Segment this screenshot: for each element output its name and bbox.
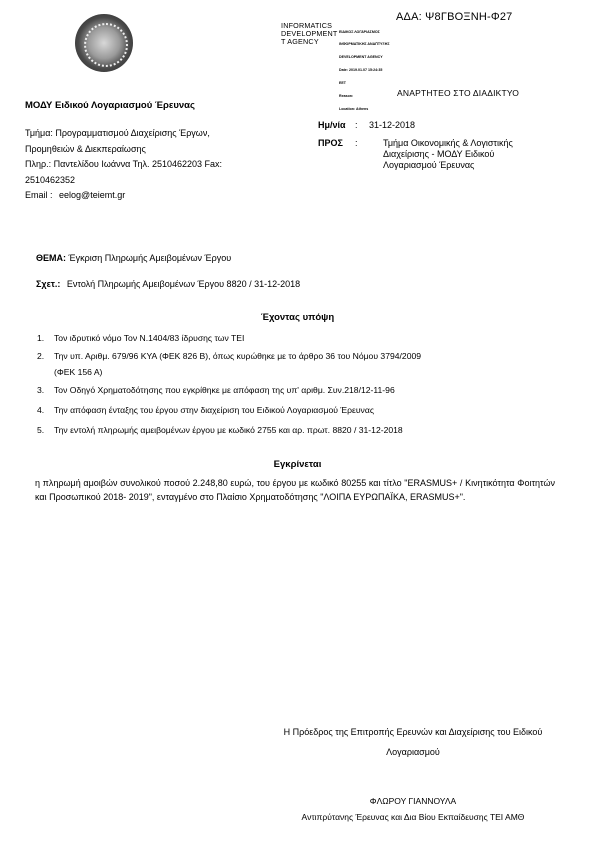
- signer-name: ΦΛΩΡΟΥ ΓΙΑΝΝΟΥΛΑ: [369, 796, 457, 806]
- stamp-line: ΙΝΦΟΡΜΑΤΙΚΗΣ ΑΝΑΠΤΥΞΗΣ: [339, 42, 390, 47]
- list-item: [37, 333, 557, 351]
- signature-title-line: Λογαριασμού: [386, 747, 440, 757]
- email-value[interactable]: eelog@teiemt.gr: [59, 190, 126, 200]
- recipient-line: Διαχείρισης - ΜΟΔΥ Ειδικού: [383, 149, 495, 159]
- date-label: Ημ/νία: [318, 120, 346, 130]
- item-number: 2.: [37, 351, 45, 361]
- considering-heading: Έχοντας υπόψη: [260, 312, 335, 323]
- organization-seal-icon: [75, 14, 133, 72]
- signature-title-line: Η Πρόεδρος της Επιτροπής Ερευνών και Διαχείρισης του Ειδικού: [283, 727, 543, 737]
- stamp-line: Date: 2019.01.07 15:24:35: [339, 68, 383, 73]
- approval-heading: Εγκρίνεται: [273, 459, 322, 470]
- agency-en-line: INFORMATICS: [281, 21, 333, 30]
- recipient-line: Λογαριασμού Έρευνας: [383, 160, 475, 170]
- item-text: Την εντολή πληρωμής αμειβομένων έργου με κωδικό 2755 και αρ. πρωτ. 8820 / 31-12-2018: [54, 425, 403, 435]
- subject-label: ΘΕΜΑ:: [36, 253, 66, 263]
- stamp-line: Reason:: [339, 94, 354, 99]
- contact-line: 2510462352: [25, 174, 76, 185]
- subject-text: Έγκριση Πληρωμής Αμειβομένων Έργου: [68, 253, 232, 263]
- recipient-value: [383, 138, 573, 171]
- item-number: 5.: [37, 425, 45, 435]
- digital-signature-stamp: [339, 21, 389, 116]
- stamp-line: Location: Athens: [339, 106, 369, 111]
- item-number: 3.: [37, 385, 45, 395]
- item-text: Τον Οδηγό Χρηματοδότησης που εγκρίθηκε με απόφαση της υπ' αριθμ. Συν.218/12-11-96: [54, 385, 395, 395]
- item-text: Τον ιδρυτικό νόμο Τον Ν.1404/83 ίδρυσης των ΤΕΙ: [54, 333, 245, 343]
- recipient-line: Τμήμα Οικονομικής & Λογιστικής: [383, 138, 513, 148]
- item-number: 1.: [37, 333, 45, 343]
- stamp-line: ΕΙΔΙΚΟΣ ΛΟΓΑΡΙΑΣΜΟΣ: [339, 29, 380, 34]
- agency-en-line: DEVELOPMENT: [281, 29, 338, 38]
- email-line: [25, 188, 295, 204]
- agency-name-english: [281, 22, 338, 46]
- signature-title: [238, 722, 588, 762]
- contact-line: Πληρ.: Παντελίδου Ιωάννα Τηλ. 2510462203 Fax:: [25, 159, 223, 169]
- date-value: 31-12-2018: [369, 120, 416, 130]
- reference-text: Εντολή Πληρωμής Αμειβομένων Έργου 8820 / 31-12-2018: [66, 279, 301, 289]
- department-line: Προμηθειών & Διεκπεραίωσης: [25, 143, 146, 154]
- agency-en-line: T AGENCY: [281, 37, 319, 46]
- department-line: Τμήμα: Προγραμματισμού Διαχείρισης Έργων,: [25, 128, 210, 138]
- considering-list: [37, 333, 557, 443]
- ada-code: ΑΔΑ: Ψ8ΓΒΟΞΝΗ-Φ27: [396, 11, 513, 23]
- publish-notice: ΑΝΑΡΤΗΤΕΟ ΣΤΟ ΔΙΑΔΙΚΤΥΟ: [397, 88, 520, 98]
- list-item: [37, 385, 557, 405]
- sender-organization: ΜΟΔΥ Ειδικού Λογαριασμού Έρευνας: [25, 100, 195, 111]
- reference-line: [36, 279, 300, 289]
- approval-text: η πληρωμή αμοιβών συνολικού ποσού 2.248,80 ευρώ, του έργου με κωδικό 80255 και τίτλο "ERASMUS+ / Κινητικότητα Φοιτητών και Προσωπικού 2018- 2019", ενταγμένο στο Πλαίσιο Χρηματοδότησης "ΛΟΙΠΑ ΕΥΡΩΠΑΪΚΑ, ERASMUS+".: [35, 478, 555, 502]
- date-separator: :: [355, 120, 358, 130]
- stamp-line: EET: [339, 81, 346, 86]
- list-item: [37, 367, 557, 385]
- subject-line: [36, 253, 231, 263]
- list-item: [37, 405, 557, 425]
- item-text: Την υπ. Αριθμ. 679/96 ΚΥΑ (ΦΕΚ 826 Β), όπως κυρώθηκε με το άρθρο 36 του Νόμου 3794/2009: [54, 351, 422, 361]
- item-number: 4.: [37, 405, 45, 415]
- list-item: [37, 425, 557, 443]
- stamp-line: DEVELOPMENT AGENCY: [339, 55, 383, 60]
- item-text: Την απόφαση ένταξης του έργου στην διαχείριση του Ειδικού Λογαριασμού Έρευνας: [54, 405, 374, 415]
- signer-position: Αντιπρύτανης Έρευνας και Δια Βίου Εκπαίδευσης ΤΕΙ ΑΜΘ: [301, 812, 525, 822]
- item-text: (ΦΕΚ 156 Α): [54, 367, 103, 377]
- sender-details: [25, 126, 295, 204]
- reference-label: Σχετ.:: [36, 279, 61, 289]
- recipient-label: ΠΡΟΣ: [318, 138, 343, 148]
- recipient-separator: :: [355, 138, 358, 148]
- email-label: Email :: [25, 190, 53, 200]
- list-item: [37, 351, 557, 367]
